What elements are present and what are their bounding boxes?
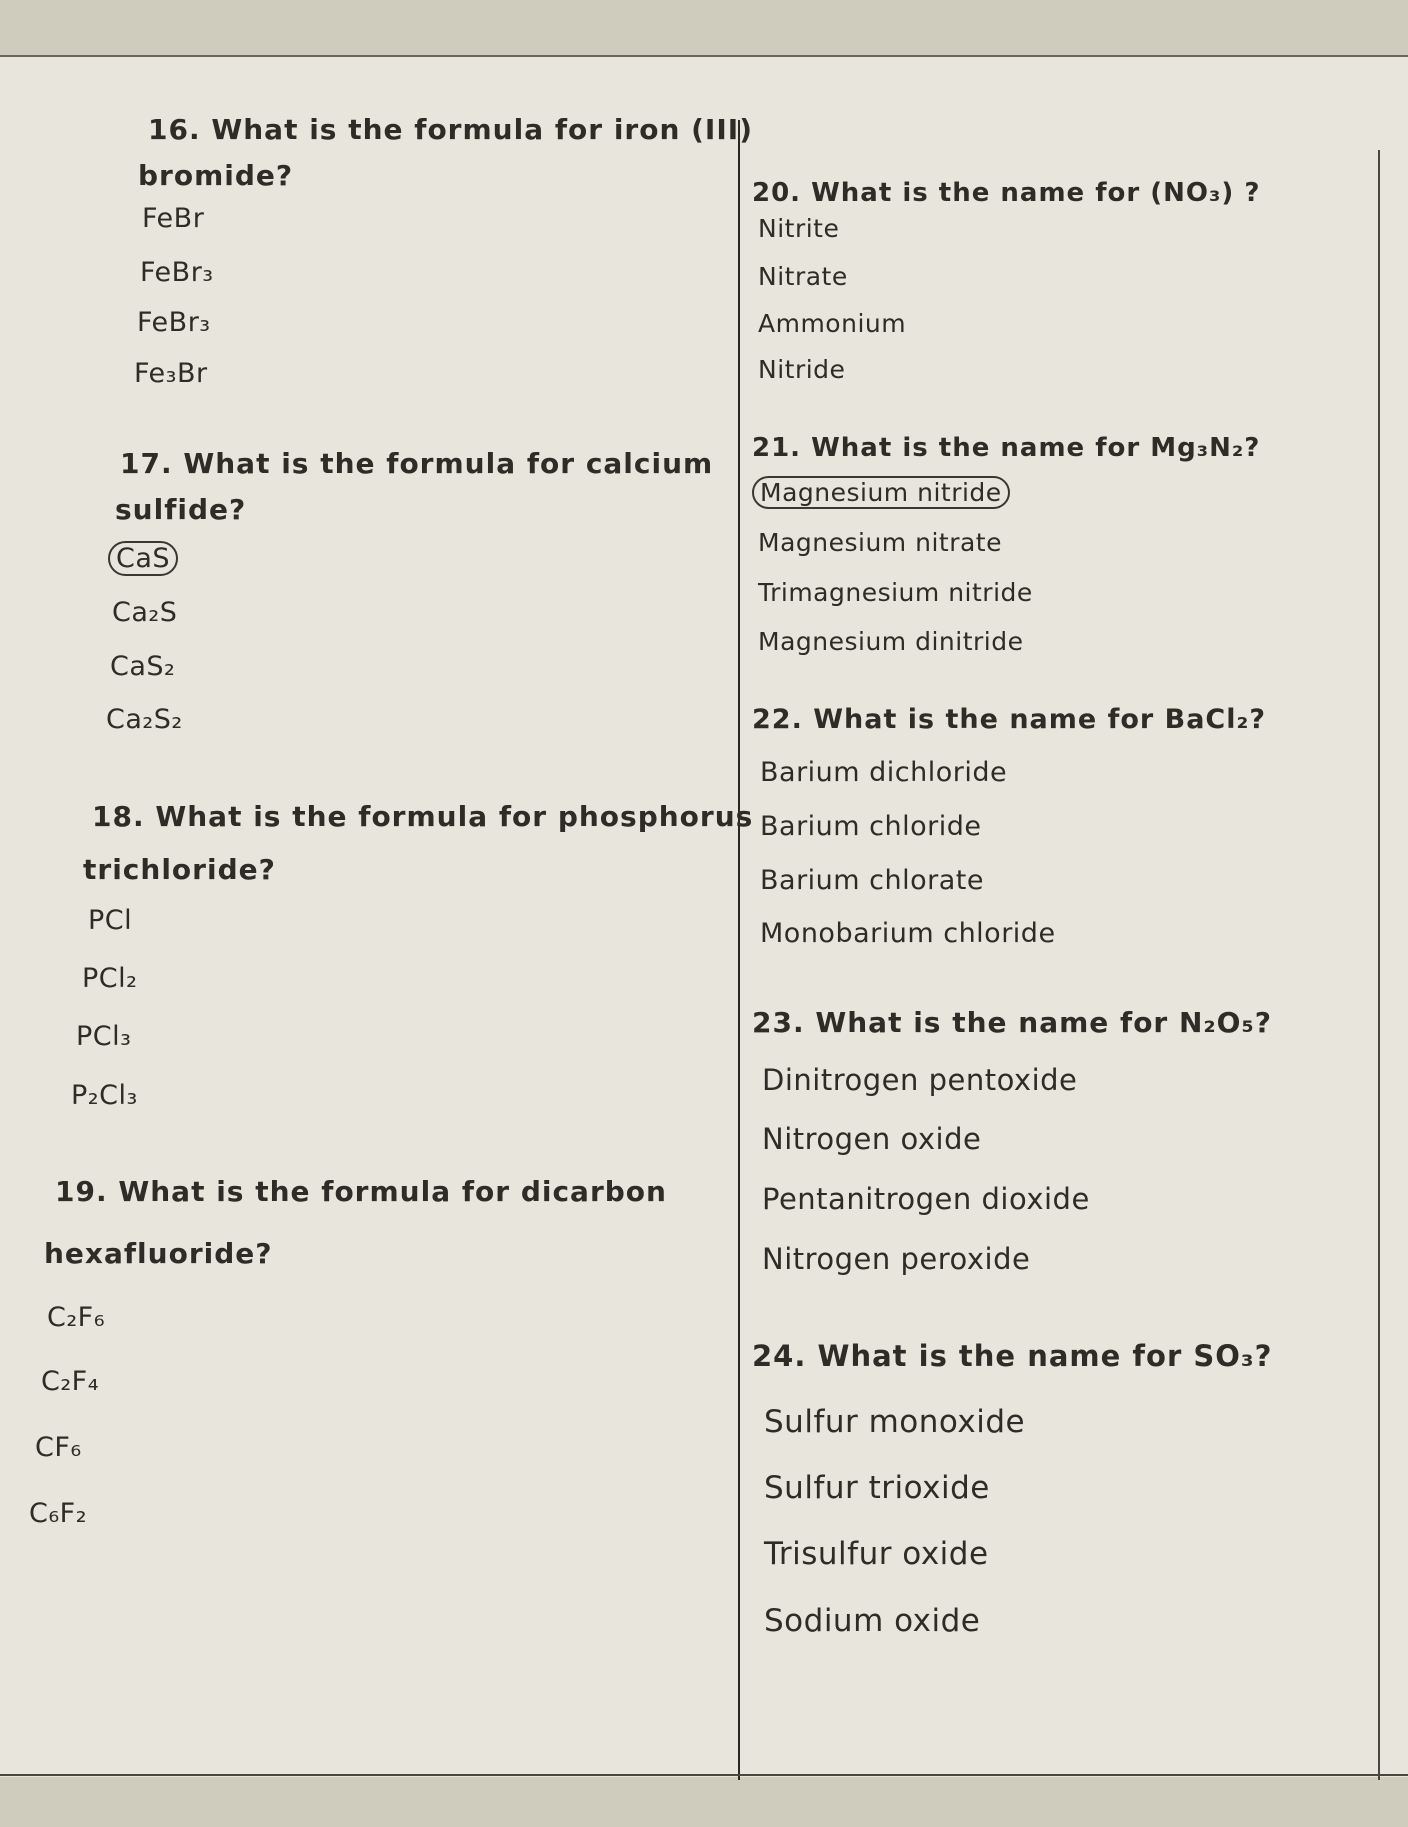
question-16-line2: bromide? (138, 159, 294, 192)
question-17-line2: sulfide? (115, 493, 247, 526)
q23-option-d[interactable]: Nitrogen peroxide (762, 1242, 1031, 1276)
q21-option-b[interactable]: Magnesium nitrate (758, 528, 1002, 557)
q24-option-d[interactable]: Sodium oxide (764, 1603, 981, 1639)
q19-option-c[interactable]: CF₆ (35, 1432, 82, 1463)
question-20-text: 20. What is the name for (NO₃) ? (752, 178, 1261, 208)
bottom-border (0, 1774, 1408, 1776)
circled-answer: CaS (108, 541, 178, 576)
q18-option-d[interactable]: P₂Cl₃ (71, 1080, 138, 1111)
circled-answer: Magnesium nitride (752, 476, 1010, 509)
question-22-text: 22. What is the name for BaCl₂? (752, 704, 1266, 735)
q22-option-c[interactable]: Barium chlorate (760, 865, 984, 896)
q22-option-a[interactable]: Barium dichloride (760, 757, 1008, 788)
q22-option-b[interactable]: Barium chloride (760, 811, 982, 842)
q21-option-d[interactable]: Magnesium dinitride (758, 627, 1024, 656)
q16-option-c[interactable]: FeBr₃ (137, 307, 211, 338)
q20-option-d[interactable]: Nitride (758, 355, 846, 384)
q24-option-b[interactable]: Sulfur trioxide (764, 1470, 990, 1506)
q23-option-a[interactable]: Dinitrogen pentoxide (762, 1063, 1078, 1097)
question-18-line2: trichloride? (83, 853, 276, 886)
q16-option-b[interactable]: FeBr₃ (140, 257, 214, 288)
q16-option-d[interactable]: Fe₃Br (134, 358, 208, 389)
q17-option-c[interactable]: CaS₂ (110, 651, 176, 682)
q21-option-c[interactable]: Trimagnesium nitride (758, 578, 1033, 607)
q17-option-a[interactable] (108, 543, 178, 574)
q23-option-b[interactable]: Nitrogen oxide (762, 1122, 982, 1156)
q18-option-a[interactable]: PCl (88, 905, 133, 936)
q23-option-c[interactable]: Pentanitrogen dioxide (762, 1182, 1090, 1216)
q24-option-a[interactable]: Sulfur monoxide (764, 1404, 1026, 1440)
q21-option-a[interactable] (752, 478, 1010, 507)
right-border (1378, 150, 1380, 1780)
q20-option-b[interactable]: Nitrate (758, 262, 848, 291)
q19-option-b[interactable]: C₂F₄ (41, 1366, 100, 1397)
question-23-text: 23. What is the name for N₂O₅? (752, 1006, 1272, 1039)
question-18-line1: 18. What is the formula for phosphorus (92, 800, 754, 833)
q16-option-a[interactable]: FeBr (142, 203, 205, 234)
question-19-line2: hexafluoride? (44, 1237, 273, 1270)
worksheet-page (0, 55, 1408, 1777)
q17-option-b[interactable]: Ca₂S (112, 597, 178, 628)
q20-option-c[interactable]: Ammonium (758, 309, 907, 338)
q20-option-a[interactable]: Nitrite (758, 214, 840, 243)
q17-option-d[interactable]: Ca₂S₂ (106, 704, 183, 735)
q18-option-b[interactable]: PCl₂ (82, 963, 138, 994)
q18-option-c[interactable]: PCl₃ (76, 1021, 132, 1052)
q22-option-d[interactable]: Monobarium chloride (760, 918, 1056, 949)
q19-option-a[interactable]: C₂F₆ (47, 1302, 106, 1333)
column-divider (738, 120, 740, 1780)
q19-option-d[interactable]: C₆F₂ (29, 1498, 88, 1529)
question-21-text: 21. What is the name for Mg₃N₂? (752, 433, 1261, 463)
question-17-line1: 17. What is the formula for calcium (120, 447, 714, 480)
q24-option-c[interactable]: Trisulfur oxide (764, 1536, 989, 1572)
question-24-text: 24. What is the name for SO₃? (752, 1339, 1273, 1373)
question-16-line1: 16. What is the formula for iron (III) (148, 113, 753, 146)
question-19-line1: 19. What is the formula for dicarbon (55, 1175, 667, 1208)
